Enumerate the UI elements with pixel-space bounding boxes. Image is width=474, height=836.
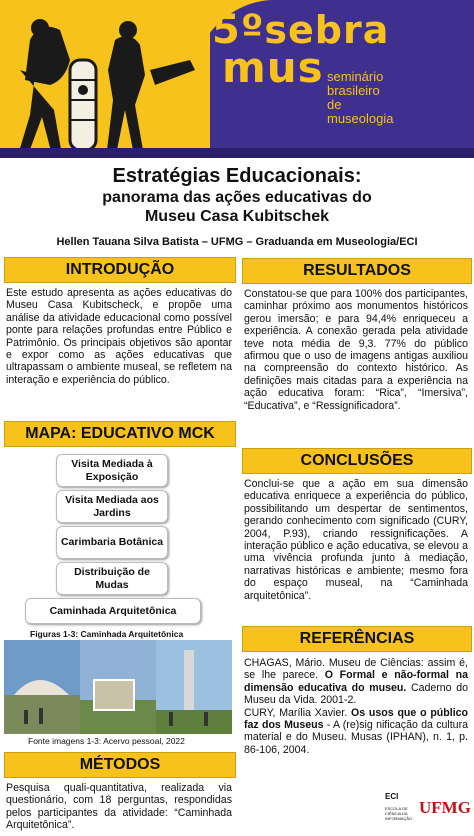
referencias-text xyxy=(244,657,468,756)
dancers-illustration xyxy=(0,0,210,158)
mapa-item-visita-exposicao: Visita Mediada à Exposição xyxy=(56,454,168,487)
conclusoes-heading: CONCLUSÕES xyxy=(242,448,472,474)
conclusoes-text: Conclui-se que a ação em sua dimensão educativa enriquece a experiência do público, possibilitando um despertar de sentimentos, gerando conhecimento com significado (CURY, 2004, P.93), criando ressignificações. A interação público e ação educativa, se elevou a uma vivência profunda junto à mediação, narrativas históricas e ambiente; mesmo fora do espaço museal, na “Caminhada arquitetônica”. xyxy=(244,478,468,602)
referencias-heading: REFERÊNCIAS xyxy=(242,626,472,652)
mapa-item-caminhada: Caminhada Arquitetônica xyxy=(25,598,201,624)
reference-1-part: Caderno do Museu da Vida. 2001-2. xyxy=(244,681,469,707)
intro-text: Este estudo apresenta as ações educativas do Museu Casa Kubitscheck, e propõe uma análise da atividade educacional como possível ponte para relações profundas entre Público e Patrimônio. Os principais objetivos são apontar e expor como as ações educativas que ultrapassam o ambiente museal, se refletem na interação e experiência do público. xyxy=(6,287,232,386)
subtitle-line: seminário xyxy=(327,69,384,84)
resultados-heading: RESULTADOS xyxy=(242,258,472,284)
mapa-item-visita-jardins: Visita Mediada aos Jardins xyxy=(56,490,168,523)
mapa-heading: MAPA: EDUCATIVO MCK xyxy=(4,421,236,447)
title-line-3: Museu Casa Kubitschek xyxy=(144,208,330,225)
reference-1 xyxy=(244,657,468,707)
logo-word-mus: mus xyxy=(222,43,324,92)
mapa-item-distribuicao: Distribuição de Mudas xyxy=(56,562,168,595)
reference-2-part: CURY, Marília Xavier. xyxy=(244,706,351,719)
photo-source: Fonte imagens 1-3: Acervo pessoal, 2022 xyxy=(28,736,185,746)
banner-accent-strip xyxy=(0,148,474,158)
reference-2 xyxy=(244,707,468,757)
eci-subtitle: ESCOLA DE CIÊNCIA DA INFORMAÇÃO xyxy=(385,806,413,821)
metodos-text: Pesquisa quali-quantitativa, realizada via questionário, com 18 perguntas, respondidas pelos participantes da atividade: “Caminhada Arquitetônica”. xyxy=(6,782,232,832)
title-line-1: Estratégias Educacionais: xyxy=(112,165,362,187)
caminhada-photos xyxy=(4,640,232,734)
sebramus-logo xyxy=(212,7,394,126)
figure-caption: Figuras 1-3: Caminhada Arquitetônica xyxy=(30,629,184,639)
header-banner xyxy=(0,0,474,158)
ufmg-wordmark: UFMG xyxy=(419,798,471,817)
metodos-heading: MÉTODOS xyxy=(4,752,236,778)
logo-word-sebra: sebra xyxy=(264,8,390,52)
reference-2-part: - A (re)sig nificação da cultura material e do Museu. Musas (IPHAN), n. 1, p. 86-106, 2004. xyxy=(244,719,468,756)
subtitle-line: brasileiro de xyxy=(327,83,380,112)
reference-1-title: O Formal e não-formal na dimensão educativa do museu. xyxy=(244,669,468,694)
reference-1-part: CHAGAS, Mário. Museu de Ciências: assim é, se lhe parece. xyxy=(244,657,468,682)
poster-title xyxy=(0,165,474,226)
subtitle-line: museologia xyxy=(327,111,394,126)
intro-heading: INTRODUÇÃO xyxy=(4,257,236,283)
logo-subtitle xyxy=(327,70,394,126)
author-line: Hellen Tauana Silva Batista – UFMG – Graduanda em Museologia/ECI xyxy=(56,236,418,248)
mapa-item-carimbaria: Carimbaria Botânica xyxy=(56,526,168,559)
eci-label: ECI xyxy=(385,792,399,801)
title-line-2: panorama das ações educativas do xyxy=(102,189,372,206)
ufmg-eci-logo xyxy=(385,792,471,832)
reference-2-title: Os usos que o público faz dos Museus xyxy=(244,706,469,732)
edition-number: 5º xyxy=(212,7,265,53)
resultados-text: Constatou-se que para 100% dos participantes, caminhar próximo aos monumentos históricos gerou imersão; e para 94,4% enriqueceu a experiência. A conexão gerada pela atividade teve nota média de 9,3. 77% do público afirmou que o uso de imagens antigas auxiliou na compreensão do contexto histórico. As definições mais citadas para a experiência na ação educativa foram: “Rica”, “Imersiva”, “Educativa”, e “Ressignificadora”. xyxy=(244,288,468,412)
